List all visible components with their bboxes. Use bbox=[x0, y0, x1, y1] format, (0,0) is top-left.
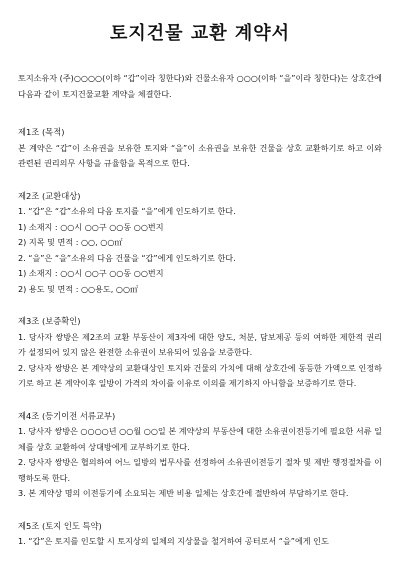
section-line: 2) 지목 및 면적 : ○○, ○○㎡ bbox=[18, 237, 123, 247]
section-heading: 제2조 (교환대상) bbox=[18, 190, 81, 201]
section-line: 1. 당사자 쌍방은 제2조의 교환 부동산이 제3자에 대한 양도, 처분, 담보제공 등의 여하한 제한적 권리가 설정되어 있지 않은 완전한 소유권이 보유되어 있음을 보증한다. bbox=[18, 331, 382, 357]
section-line: 본 계약은 “갑”이 소유권을 보유한 토지와 “을”이 소유권을 보유한 건물을 상호 교환하기로 하고 이와 관련된 권리의무 사항을 규율함을 목적으로 한다. bbox=[18, 142, 382, 168]
section-line: 2. 당사자 쌍방은 협의하여 어느 일방의 법무사를 선정하여 소유권이전등기 절차 및 제반 행정절차를 이행하도록 한다. bbox=[18, 457, 382, 483]
section-line: 1. “갑”은 토지를 인도할 시 토지상의 일체의 지상물을 철거하여 공터로서 “을”에게 인도 bbox=[18, 536, 329, 546]
section-2 bbox=[18, 189, 382, 298]
section-line: 3. 본 계약상 명의 이전등기에 소요되는 제반 비용 일체는 상호간에 절반하여 부담하기로 한다. bbox=[18, 488, 349, 498]
section-heading: 제5조 (토지 인도 특약) bbox=[18, 520, 102, 531]
section-line: 2. 당사자 쌍방은 본 계약상의 교환대상인 토지와 건물의 가치에 대해 상호간에 동등한 가액으로 인정하기로 하고 본 계약이후 일방이 가격의 차이를 이유로 이의를 제기하지 아니함을 보증하기로 한다. bbox=[18, 362, 382, 388]
section-line: 2. “을”은 “을”소유의 다음 건물을 “갑”에게 인도하기로 한다. bbox=[18, 252, 236, 263]
section-line: 1) 소재지 : ○○시 ○○구 ○○동 ○○번지 bbox=[18, 268, 164, 278]
section-heading: 제1조 (목적) bbox=[18, 127, 65, 137]
section-5 bbox=[18, 519, 382, 550]
section-line: 1) 소재지 : ○○시 ○○구 ○○동 ○○번지 bbox=[18, 221, 164, 232]
section-4 bbox=[18, 409, 382, 502]
document-title: 토지건물 교환 계약서 bbox=[109, 23, 291, 44]
section-line: 1. “갑”은 “갑”소유의 다음 토지를 “을”에게 인도하기로 한다. bbox=[18, 206, 236, 216]
section-line: 1. 당사자 쌍방은 ○○○○년 ○○월 ○○일 본 계약상의 부동산에 대한 소유권이전등기에 필요한 서류 일체를 상호 교환하여 상대방에게 교부하기로 한다. bbox=[18, 426, 382, 452]
intro-paragraph: 토지소유자 (주)○○○○(이하 “갑”이라 칭한다)와 건물소유자 ○○○(이하 “을”이라 칭한다)는 상호간에 다음과 같이 토지건물교환 계약을 체결한다. bbox=[18, 73, 382, 99]
section-heading: 제3조 (보증확인) bbox=[18, 316, 81, 326]
section-3 bbox=[18, 314, 382, 392]
section-heading: 제4조 (등기이전 서류교부) bbox=[18, 410, 116, 421]
section-1 bbox=[18, 125, 382, 172]
section-line: 2) 용도 및 면적 : ○○용도, ○○㎡ bbox=[18, 283, 139, 294]
